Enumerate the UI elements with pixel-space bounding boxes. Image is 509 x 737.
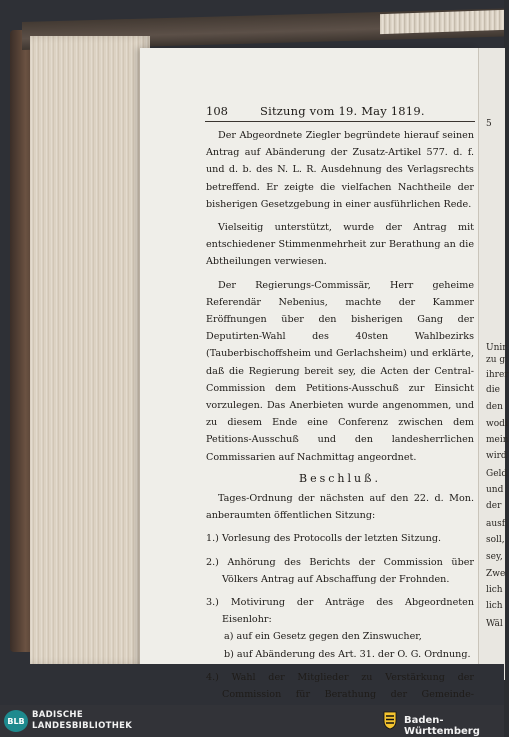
agenda-intro: Tages-Ordnung der nächsten auf den 22. d. Mon. anberaumten öffentlichen Sitzung:: [206, 493, 474, 522]
agenda-item-4: 4.) Wahl der Mitglieder zu Verstärkung der Commission für Berathung der Gemeinde-: [206, 671, 474, 701]
right-page-text-fragment: 5: [486, 119, 492, 129]
running-title: Sitzung vom 19. May 1819.: [260, 104, 425, 118]
right-page-text-fragment: wird: [486, 451, 507, 461]
right-page-text-fragment: Zwe: [486, 569, 506, 579]
right-page-text-fragment: Geld: [486, 469, 508, 479]
coat-of-arms-icon: [382, 710, 398, 730]
right-page-text-fragment: der: [486, 501, 502, 511]
paragraph-referral: Vielseitig unterstützt, wurde der Antrag mit entschiedener Stimmenmehrheit zur Berathung an die Abtheilungen verwiesen.: [206, 222, 474, 268]
state-label[interactable]: Baden-Württemberg: [404, 715, 480, 737]
right-page-text-fragment: ihrer: [486, 370, 509, 380]
library-name-line1: BADISCHE: [32, 710, 83, 720]
right-page-text-fragment: ausf: [486, 519, 506, 529]
paragraph-commissioner: Der Regierungs-Commissär, Herr geheime Referendär Nebenius, machte der Kammer Eröffnungen über den bisherigen Gang der Deputirten-Wahl des 40sten Wahlbezirks (Tauberbischoffsheim und Gerlachsheim) und erklärte, daß die Regierung bereit sey, die Acten der Central-Commission dem Petitions-Ausschuß zur Einsicht vorzulegen. Das Anerbieten wurde angenommen, und zu diesem Ende eine Conferenz zwischen dem Petitions-Ausschuß und den landesherrlichen Commissarien auf Nachmittag angeordnet.: [206, 279, 474, 463]
agenda-item-3: 3.) Motivirung der Anträge des Abgeordneten Eisenlohr:: [206, 597, 474, 626]
right-page-text-fragment: Wäl: [486, 619, 503, 629]
right-page-text-fragment: mein: [486, 435, 509, 445]
blb-logo-icon[interactable]: BLB: [4, 710, 28, 732]
agenda-item-2: 2.) Anhörung des Berichts der Commission über Völkers Antrag auf Abschaffung der Frohnden.: [206, 556, 474, 585]
page-body: [206, 127, 474, 721]
page-stack-edge: [30, 36, 150, 664]
right-page-text-fragment: lich: [486, 601, 503, 611]
agenda-subitem-b: b) auf Abänderung des Art. 31. der O. G. Ordnung.: [224, 648, 471, 660]
right-page-text-fragment: soll,: [486, 535, 505, 545]
right-page-text-fragment: und: [486, 485, 504, 495]
library-name[interactable]: [32, 710, 132, 732]
right-page-text-fragment: zu g: [486, 355, 506, 365]
agenda-subitem-a: a) auf ein Gesetz gegen den Zinswucher,: [224, 631, 422, 643]
paragraph-ziegler: Der Abgeordnete Ziegler begründete hierauf seinen Antrag auf Abänderung der Zusatz-Artikel 577. d. f. und d. b. des N. L. R. Ausdehnung des Verlagsrechts betreffend. Er zeigte die vielfachen Nachtheile der bisherigen Gesetzgebung in einer ausführlichen Rede.: [206, 130, 474, 210]
agenda-item-1: 1.) Vorlesung des Protocolls der letzten Sitzung.: [206, 533, 442, 545]
right-page-text-fragment: wodi: [486, 419, 508, 429]
right-page-fragment: [478, 48, 509, 680]
right-page-text-fragment: Unir: [486, 343, 507, 353]
page-number: 108: [206, 104, 228, 118]
resolution-heading: Beschluß.: [299, 471, 381, 485]
library-name-line2: LANDESBIBLIOTHEK: [32, 721, 133, 731]
right-page-text-fragment: die: [486, 385, 500, 395]
header-rule: [205, 121, 475, 122]
right-page-text-fragment: sey,: [486, 552, 503, 562]
right-page-text-fragment: lich: [486, 585, 503, 595]
right-page-text-fragment: den: [486, 402, 503, 412]
